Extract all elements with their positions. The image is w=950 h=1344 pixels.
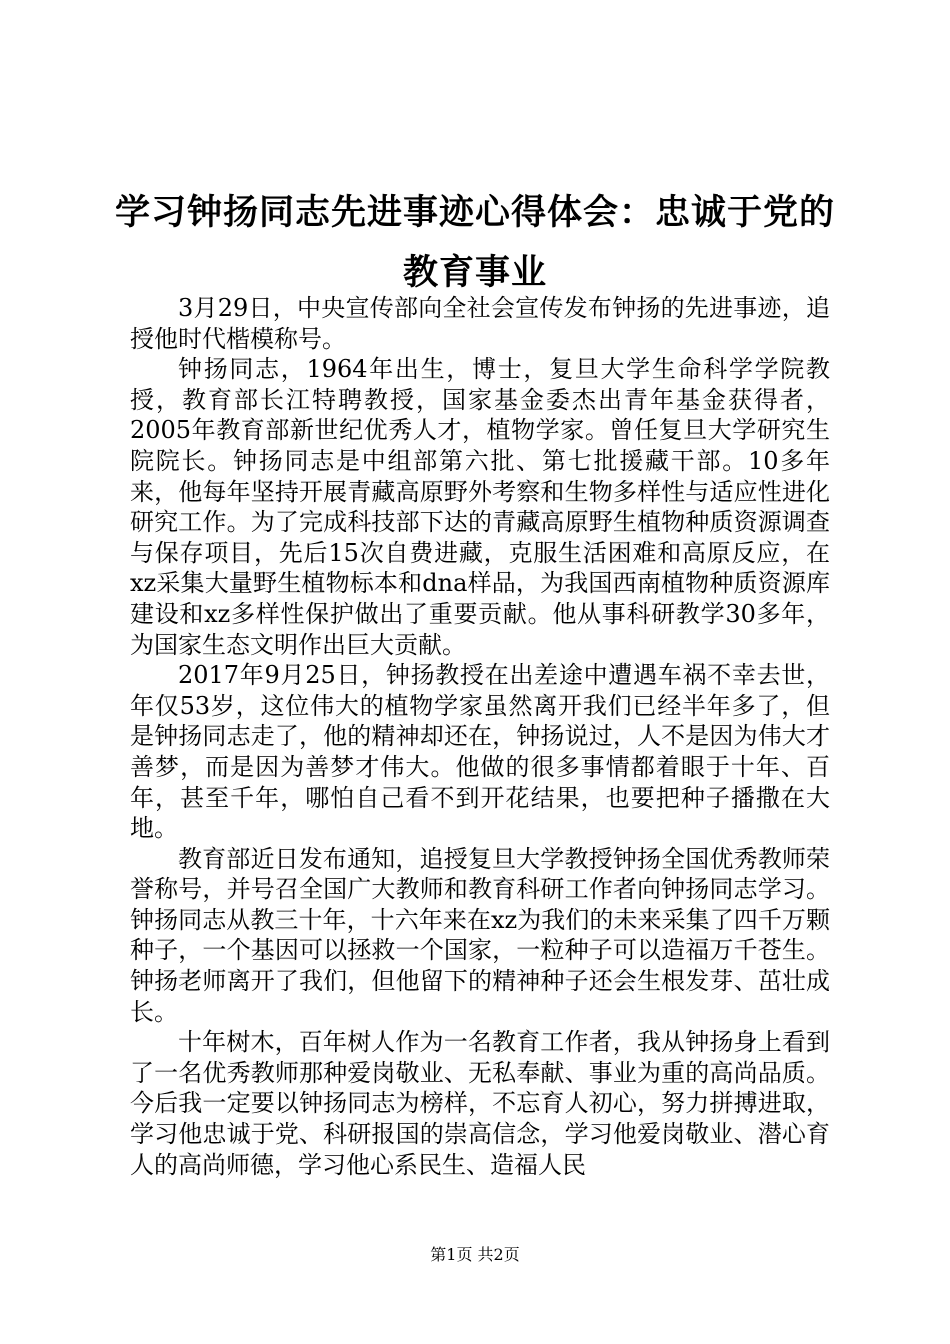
document-title: 学习钟扬同志先进事迹心得体会：忠诚于党的教育事业 [114,192,835,293]
paragraph: 教育部近日发布通知，追授复旦大学教授钟扬全国优秀教师荣誉称号，并号召全国广大教师和教育科研工作者向钟扬同志学习。钟扬同志从教三十年，十六年来在xz为我们的未来采集了四千万颗种子，一个基因可以拯救一个国家，一粒种子可以造福万千苍生。钟扬老师离开了我们，但他留下的精神种子还会生根发芽、茁壮成长。 [130,844,830,1026]
paragraph: 3月29日，中央宣传部向全社会宣传发布钟扬的先进事迹，追授他时代楷模称号。 [130,294,830,353]
paragraph: 十年树木，百年树人作为一名教育工作者，我从钟扬身上看到了一名优秀教师那种爱岗敬业、无私奉献、事业为重的高尚品质。今后我一定要以钟扬同志为榜样，不忘育人初心，努力拼搏进取，学习他忠诚于党、科研报国的崇高信念，学习他爱岗敬业、潜心育人的高尚师德，学习他心系民生、造福人民 [130,1028,830,1179]
page-number-footer: 第1页 共2页 [430,1245,520,1264]
document-body [130,293,830,1180]
paragraph: 2017年9月25日，钟扬教授在出差途中遭遇车祸不幸去世，年仅53岁，这位伟大的植物学家虽然离开我们已经半年多了，但是钟扬同志走了，他的精神却还在，钟扬说过，人不是因为伟大才善梦，而是因为善梦才伟大。他做的很多事情都着眼于十年、百年，甚至千年，哪怕自己看不到开花结果，也要把种子播撒在大地。 [130,661,830,843]
paragraph: 钟扬同志，1964年出生，博士，复旦大学生命科学学院教授，教育部长江特聘教授，国家基金委杰出青年基金获得者，2005年教育部新世纪优秀人才，植物学家。曾任复旦大学研究生院院长。钟扬同志是中组部第六批、第七批援藏干部。10多年来，他每年坚持开展青藏高原野外考察和生物多样性与适应性进化研究工作。为了完成科技部下达的青藏高原野生植物种质资源调查与保存项目，先后15次自费进藏，克服生活困难和高原反应，在xz采集大量野生植物标本和dna样品，为我国西南植物种质资源库建设和xz多样性保护做出了重要贡献。他从事科研教学30多年，为国家生态文明作出巨大贡献。 [130,355,830,659]
